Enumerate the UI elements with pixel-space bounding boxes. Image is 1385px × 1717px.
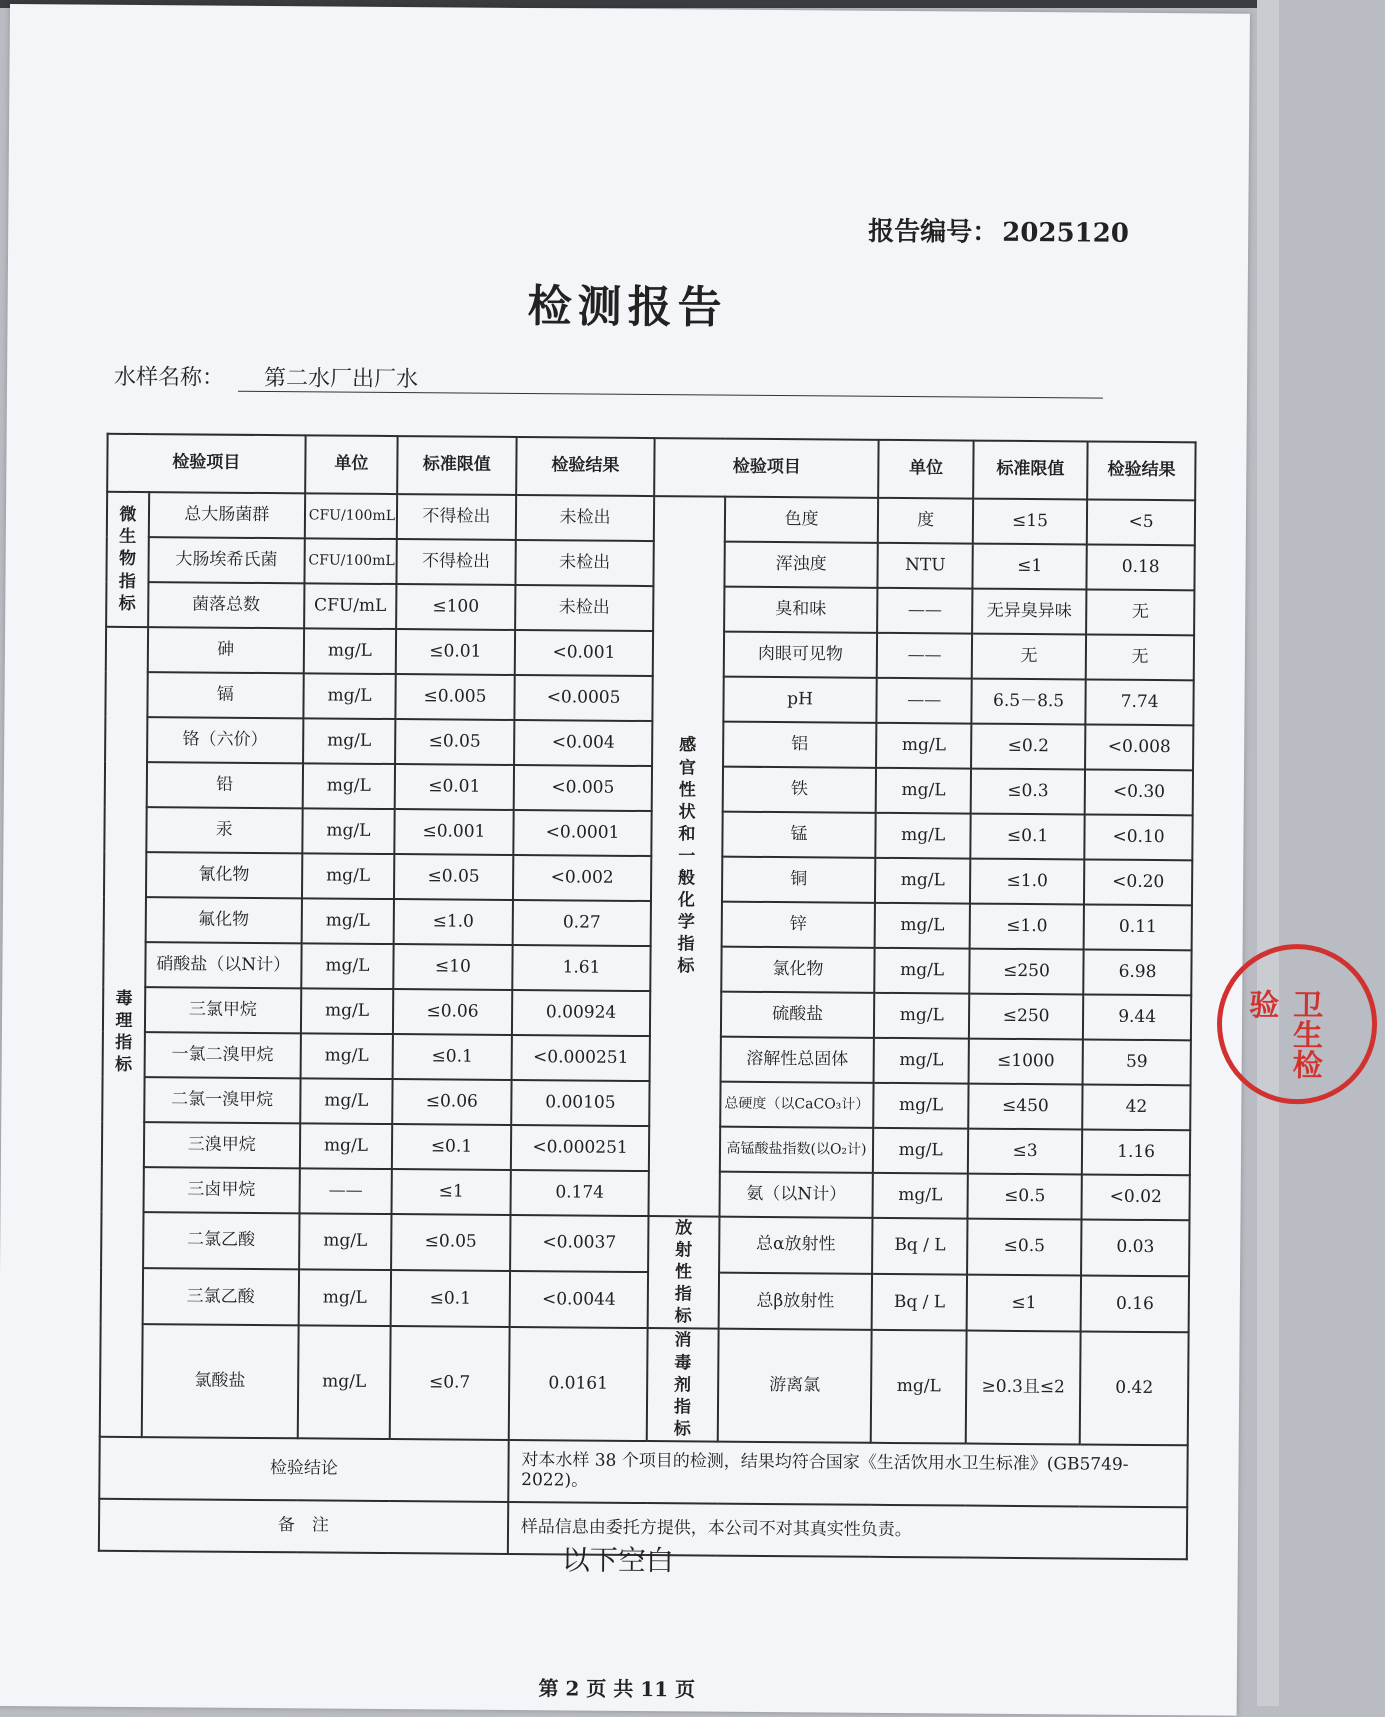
- unit: mg/L: [298, 1270, 391, 1327]
- item-name: 肉眼可见物: [723, 632, 877, 678]
- unit: mg/L: [303, 673, 396, 719]
- standard-limit: ≤0.1: [392, 1124, 511, 1170]
- unit: mg/L: [301, 988, 394, 1034]
- result-value: <0.004: [514, 720, 653, 766]
- item-name: 二氯乙酸: [143, 1212, 299, 1269]
- unit: mg/L: [874, 993, 969, 1039]
- item-name: 二氯一溴甲烷: [144, 1077, 300, 1123]
- category-label: 毒理指标: [114, 988, 133, 1076]
- result-value: 9.44: [1083, 994, 1191, 1040]
- report-title: 检测报告: [527, 281, 728, 334]
- header-unit-right: 单位: [879, 440, 974, 499]
- result-value: <5: [1087, 499, 1195, 545]
- unit: mg/L: [876, 813, 971, 859]
- unit: mg/L: [302, 808, 395, 854]
- item-name: 锌: [721, 902, 875, 948]
- unit: CFU/mL: [304, 583, 397, 629]
- unit: mg/L: [300, 1078, 393, 1124]
- header-limit-left: 标准限值: [397, 436, 516, 495]
- item-name: 铁: [722, 767, 876, 813]
- standard-limit: ≤0.005: [396, 674, 515, 720]
- item-name: 镉: [147, 672, 303, 718]
- unit: NTU: [878, 543, 973, 589]
- standard-limit: 无: [972, 634, 1087, 680]
- standard-limit: ≤0.01: [395, 764, 514, 810]
- unit: mg/L: [300, 1033, 393, 1079]
- category-label: 消毒剂指标: [673, 1330, 692, 1440]
- category-cell: [649, 496, 725, 1217]
- remarks-label: 备 注: [99, 1499, 508, 1554]
- standard-limit: ≤0.05: [394, 854, 513, 900]
- standard-limit: ≤1.0: [970, 904, 1085, 950]
- conclusion-row: [99, 1437, 1187, 1508]
- sample-value: 第二水厂出厂水: [263, 366, 419, 393]
- standard-limit: ≤0.01: [396, 629, 515, 675]
- result-value: 0.0161: [509, 1327, 648, 1441]
- header-unit-left: 单位: [305, 435, 398, 494]
- table-row: [101, 1212, 1189, 1277]
- sample-underline: [238, 391, 1103, 399]
- unit: Bq / L: [872, 1274, 967, 1331]
- conclusion-text: 对本水样 38 个项目的检测，结果均符合国家《生活饮用水卫生标准》(GB5749-2022)。: [508, 1440, 1188, 1507]
- blank-note: 以下空白: [561, 1543, 674, 1578]
- item-name: 硝酸盐（以N计）: [145, 942, 301, 988]
- item-name: 氟化物: [145, 897, 301, 943]
- result-value: 59: [1083, 1039, 1191, 1085]
- remarks-text: 样品信息由委托方提供，本公司不对其真实性负责。: [508, 1502, 1188, 1559]
- standard-limit: ≤0.001: [394, 809, 513, 855]
- standard-limit: ≤0.06: [392, 1079, 511, 1125]
- item-name: 三溴甲烷: [144, 1122, 300, 1168]
- standard-limit: ≤1.0: [970, 859, 1085, 905]
- unit: mg/L: [300, 1123, 393, 1169]
- unit: mg/L: [873, 1128, 968, 1174]
- result-value: 无: [1086, 589, 1194, 635]
- sample-name: [113, 360, 419, 393]
- unit: mg/L: [876, 723, 971, 769]
- standard-limit: ≤250: [969, 994, 1084, 1040]
- item-name: 铅: [146, 762, 302, 808]
- item-name: 浑浊度: [724, 542, 878, 588]
- result-value: 0.11: [1084, 904, 1192, 950]
- result-value: 0.42: [1080, 1332, 1189, 1445]
- item-name: 氰化物: [146, 852, 302, 898]
- item-name: 总硬度（以CaCO₃计）: [720, 1082, 874, 1128]
- category-cell: [648, 1216, 719, 1329]
- result-value: 0.27: [512, 900, 651, 946]
- item-name: 汞: [146, 807, 302, 853]
- unit: mg/L: [874, 1038, 969, 1084]
- item-name: 一氯二溴甲烷: [144, 1032, 300, 1078]
- standard-limit: 不得检出: [397, 539, 516, 585]
- result-value: <0.005: [513, 765, 652, 811]
- item-name: 总α放射性: [719, 1217, 873, 1274]
- page-footer: 第 2 页 共 11 页: [538, 1676, 696, 1702]
- standard-limit: ≤0.05: [391, 1214, 510, 1271]
- result-value: 0.16: [1081, 1276, 1189, 1333]
- item-name: 铜: [722, 857, 876, 903]
- result-value: <0.002: [513, 855, 652, 901]
- item-name: pH: [723, 677, 877, 723]
- result-value: <0.0044: [509, 1271, 648, 1328]
- standard-limit: ≤1: [967, 1275, 1082, 1332]
- category-label: 微生物指标: [118, 505, 137, 614]
- unit: ——: [299, 1168, 392, 1214]
- item-name: 铬（六价）: [147, 717, 303, 763]
- standard-limit: ≤1: [392, 1169, 511, 1215]
- standard-limit: ≤10: [393, 944, 512, 990]
- item-name: 总β放射性: [718, 1273, 872, 1330]
- unit: 度: [878, 498, 973, 544]
- item-name: 铝: [723, 722, 877, 768]
- standard-limit: ≤0.1: [393, 1034, 512, 1080]
- standard-limit: ≤450: [968, 1084, 1083, 1130]
- standard-limit: 不得检出: [397, 494, 516, 540]
- item-name: 游离氯: [717, 1329, 872, 1443]
- report-page: [0, 4, 1323, 1716]
- result-value: 无: [1086, 634, 1194, 680]
- result-value: 未检出: [515, 540, 654, 586]
- result-value: <0.008: [1085, 724, 1193, 770]
- unit: mg/L: [303, 718, 396, 764]
- unit: mg/L: [302, 763, 395, 809]
- item-name: 砷: [148, 627, 304, 673]
- standard-limit: 无异臭异味: [972, 589, 1087, 635]
- unit: ——: [878, 588, 973, 634]
- result-value: <0.0001: [513, 810, 652, 856]
- result-value: 6.98: [1083, 949, 1191, 995]
- item-name: 硫酸盐: [721, 992, 875, 1038]
- unit: mg/L: [304, 628, 397, 674]
- table-row: [100, 1324, 1189, 1445]
- unit: Bq / L: [872, 1218, 967, 1275]
- item-name: 色度: [724, 497, 878, 543]
- item-name: 臭和味: [724, 587, 878, 633]
- table-header-row: [107, 434, 1195, 501]
- result-value: 0.03: [1081, 1219, 1189, 1276]
- standard-limit: ≤1.0: [394, 899, 513, 945]
- unit: mg/L: [298, 1326, 391, 1439]
- item-name: 锰: [722, 812, 876, 858]
- item-name: 氨（以N计）: [719, 1172, 873, 1218]
- unit: mg/L: [871, 1330, 966, 1443]
- header-item-left: 检验项目: [107, 434, 305, 494]
- conclusion-label: 检验结论: [99, 1437, 508, 1502]
- results-table: [98, 433, 1197, 1560]
- header-limit-right: 标准限值: [973, 441, 1088, 500]
- unit: mg/L: [302, 853, 395, 899]
- item-name: 氯化物: [721, 947, 875, 993]
- standard-limit: ≤0.7: [390, 1326, 510, 1439]
- item-name: 总大肠菌群: [149, 492, 305, 538]
- header-result-left: 检验结果: [516, 437, 655, 496]
- unit: ——: [877, 633, 972, 679]
- standard-limit: ≤1: [972, 544, 1087, 590]
- result-value: 0.18: [1087, 544, 1195, 590]
- standard-limit: ≤3: [968, 1129, 1083, 1175]
- result-value: 1.16: [1082, 1129, 1190, 1175]
- result-value: <0.0005: [514, 675, 653, 721]
- standard-limit: ≥0.3且≤2: [966, 1331, 1081, 1444]
- result-value: <0.000251: [511, 1125, 650, 1171]
- standard-limit: 6.5－8.5: [971, 679, 1086, 725]
- red-seal-stamp: [1216, 944, 1377, 1105]
- item-name: 三氯甲烷: [145, 987, 301, 1033]
- standard-limit: ≤0.1: [391, 1270, 510, 1327]
- result-value: <0.0037: [510, 1215, 649, 1272]
- unit: mg/L: [874, 1083, 969, 1129]
- report-number: 报告编号： 2025120: [868, 216, 1130, 249]
- category-cell: [106, 492, 149, 627]
- result-value: <0.000251: [511, 1035, 650, 1081]
- unit: mg/L: [873, 1173, 968, 1219]
- category-cell: [647, 1329, 718, 1442]
- item-name: 氯酸盐: [141, 1325, 298, 1439]
- standard-limit: ≤0.5: [967, 1174, 1082, 1220]
- standard-limit: ≤0.1: [970, 814, 1085, 860]
- page-stack-edge: [1257, 0, 1279, 1706]
- standard-limit: ≤0.06: [393, 989, 512, 1035]
- standard-limit: ≤1000: [968, 1039, 1083, 1085]
- result-value: 0.174: [510, 1170, 649, 1216]
- item-name: 大肠埃希氏菌: [148, 537, 304, 583]
- category-cell: [100, 627, 148, 1437]
- standard-limit: ≤15: [973, 499, 1088, 545]
- result-value: <0.30: [1085, 769, 1193, 815]
- standard-limit: ≤250: [969, 949, 1084, 995]
- unit: mg/L: [875, 858, 970, 904]
- result-value: 0.00924: [512, 990, 651, 1036]
- standard-limit: ≤0.2: [971, 724, 1086, 770]
- result-value: <0.001: [515, 630, 654, 676]
- unit: mg/L: [876, 768, 971, 814]
- standard-limit: ≤0.3: [971, 769, 1086, 815]
- result-value: <0.10: [1085, 814, 1193, 860]
- result-value: 0.00105: [511, 1080, 650, 1126]
- unit: mg/L: [301, 943, 394, 989]
- unit: CFU/100mL: [305, 493, 398, 539]
- result-value: 1.61: [512, 945, 651, 991]
- result-value: <0.02: [1082, 1174, 1190, 1220]
- category-label: 感官性状和一般化学指标: [677, 735, 697, 977]
- unit: ——: [877, 678, 972, 724]
- standard-limit: ≤0.05: [395, 719, 514, 765]
- seal-text: 卫生检验: [1243, 988, 1323, 1080]
- item-name: 三卤甲烷: [143, 1167, 299, 1213]
- result-value: 未检出: [516, 495, 655, 541]
- header-result-right: 检验结果: [1087, 441, 1195, 500]
- standard-limit: ≤100: [396, 584, 515, 630]
- result-value: <0.20: [1084, 859, 1192, 905]
- unit: mg/L: [301, 898, 394, 944]
- result-value: 未检出: [515, 585, 654, 631]
- unit: mg/L: [299, 1213, 392, 1270]
- result-value: 7.74: [1086, 679, 1194, 725]
- unit: CFU/100mL: [304, 538, 397, 584]
- result-value: 42: [1082, 1084, 1190, 1130]
- standard-limit: ≤0.5: [967, 1219, 1082, 1276]
- item-name: 高锰酸盐指数(以O₂计): [719, 1127, 873, 1173]
- category-label: 放射性指标: [674, 1218, 693, 1327]
- header-item-right: 检验项目: [654, 438, 879, 498]
- item-name: 三氯乙酸: [142, 1268, 298, 1325]
- unit: mg/L: [875, 903, 970, 949]
- table-row: [101, 1268, 1189, 1333]
- unit: mg/L: [875, 948, 970, 994]
- sample-label: 水样名称：: [113, 364, 225, 391]
- item-name: 溶解性总固体: [720, 1037, 874, 1083]
- item-name: 菌落总数: [148, 582, 304, 628]
